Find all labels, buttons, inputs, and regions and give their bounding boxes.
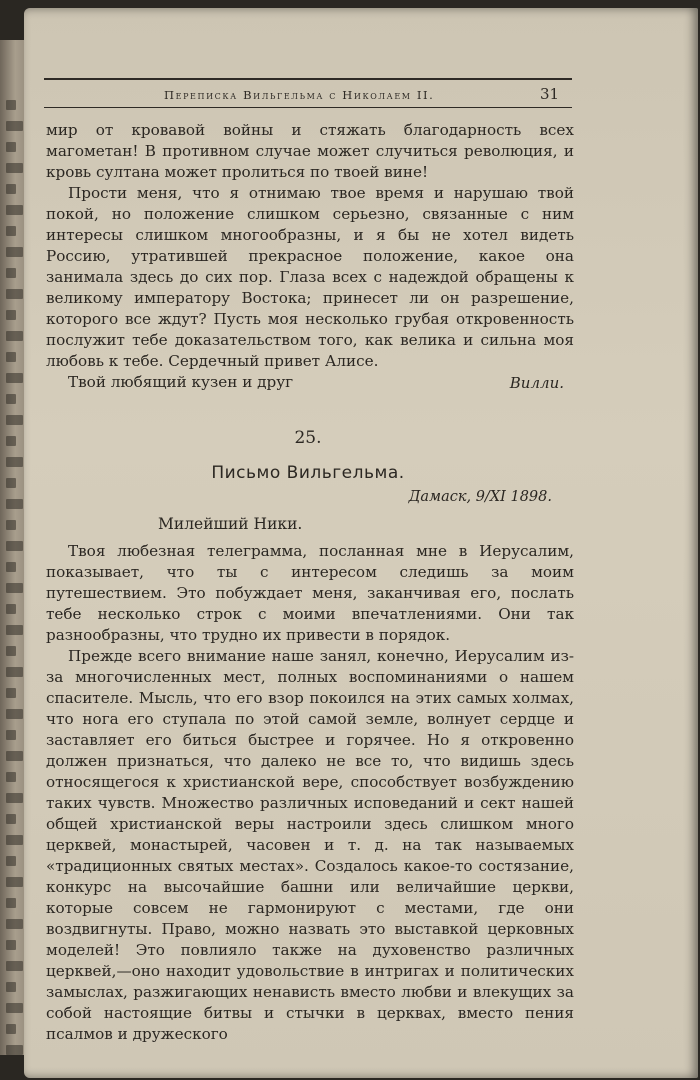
facing-page-text-fragment [6,919,23,929]
facing-page-text-fragment [6,373,23,383]
facing-page-text-fragment [6,730,16,740]
facing-page-text-fragment [6,163,23,173]
facing-page-text-fragment [6,436,16,446]
paragraph: Прежде всего внимание наше занял, конечно, Иерусалим из-за многочисленных мест, полных воспоминаниями о нашем спасителе. Мысль, что его взор покоился на этих самых холмах, что нога его ступала по этой самой земле, волнует сердце и заставляет его биться быстрее и горячее. Но я откровенно должен признаться, что далеко не все то, что видишь здесь относящегося к христианской вере, способствует возбуждению таких чувств. Множество различных исповеданий и сект нашей общей христианской веры настроили здесь слишком много церквей, монастырей, часовен и т. д. на так называемых «традиционных святых местах». Создалось какое-то состязание, конкурс на высочайшие башни или величайшие церкви, которые совсем не гармонируют с местами, где они воздвигнуты. Право, можно назвать это выставкой церковных моделей! Это повлияло также на духовенство различных церквей,—оно находит удовольствие в интригах и политических замыслах, разжигающих ненависть вместо любви и влекущих за собой настоящие битвы и стычки в церквах, вместо пения псалмов и дружеского [46,647,574,1043]
greeting: Милейший Ники. [158,515,303,533]
facing-page-text-fragment [6,331,23,341]
header-rule-bottom [44,107,572,108]
letter-25-body [46,541,574,1045]
facing-page-text-fragment [6,667,23,677]
dateline: Дамаск, 9/XI 1898. [408,489,552,505]
facing-page-text-fragment [6,457,23,467]
paragraph: Прости меня, что я отнимаю твое время и нарушаю твой покой, но положение слишком серьезно, связанные с ним интересы слишком многообразны, и я бы не хотел видеть Россию, утратившей прекрасное положение, какое она занимала здесь до сих пор. Глаза всех с надеждой обращены к великому императору Востока; принесет ли он разрешение, которого все ждут? Пусть моя несколько грубая откровенность послужит тебе доказательством того, как велика и сильна моя любовь к тебе. Сердечный привет Алисе. [46,184,574,370]
facing-page-text-fragment [6,394,16,404]
facing-page-text-fragment [6,121,23,131]
facing-page-text-fragment [6,877,23,887]
facing-page-text-fragment [6,709,23,719]
facing-page-text-fragment [6,289,23,299]
facing-page-text-fragment [6,1024,16,1034]
letter-24-ending [46,120,574,393]
facing-page-text-fragment [6,520,16,530]
facing-page-text-fragment [6,793,23,803]
facing-page-text-fragment [6,541,23,551]
running-head: Переписка Вильгельма с Николаем II. [164,88,435,102]
facing-page-text-fragment [6,583,23,593]
facing-page-text-fragment [6,604,16,614]
facing-page-text-fragment [6,772,16,782]
facing-page-text-fragment [6,226,16,236]
facing-page-text-fragment [6,898,16,908]
facing-page-text-fragment [6,814,16,824]
facing-page-text-fragment [6,352,16,362]
letter-number: 25. [294,428,322,448]
facing-page-text-fragment [6,856,16,866]
facing-page-text-fragment [6,499,23,509]
facing-page-text-fragment [6,940,16,950]
book-page [24,8,698,1078]
facing-page-text-fragment [6,646,16,656]
facing-page-text-fragment [6,184,16,194]
paragraph: Твоя любезная телеграмма, посланная мне в Иерусалим, показывает, что ты с интересом следишь за моим путешествием. Это побуждает меня, заканчивая его, послать тебе несколько строк с моими впечатлениями. Они так разнообразны, что трудно их привести в порядок. [46,542,574,644]
paragraph: мир от кровавой войны и стяжать благодарность всех магометан! В противном случае может случиться революция, и кровь султана может пролиться по твоей вине! [46,121,574,181]
facing-page-text-fragment [6,478,16,488]
facing-page-text-fragment [6,625,23,635]
facing-page-text-fragment [6,688,16,698]
facing-page-text-fragment [6,835,23,845]
facing-page-text-fragment [6,205,23,215]
closing-line: Твой любящий кузен и друг [68,373,294,391]
facing-page-text-fragment [6,751,23,761]
page-number: 31 [540,85,560,103]
facing-page-text-fragment [6,142,16,152]
facing-page-text-fragment [6,982,16,992]
facing-page-text-fragment [6,268,16,278]
facing-page-text-fragment [6,1003,23,1013]
facing-page-text-fragment [6,415,23,425]
facing-page-text-fragment [6,1045,23,1055]
signature: Вилли. [509,374,564,392]
facing-page-text-fragment [6,961,23,971]
facing-page-text-fragment [6,562,16,572]
facing-page-text-fragment [6,247,23,257]
facing-page-text-fragment [6,310,16,320]
facing-page-text-fragment [6,100,16,110]
header-rule-top [44,78,572,80]
letter-title: Письмо Вильгельма. [211,463,405,483]
